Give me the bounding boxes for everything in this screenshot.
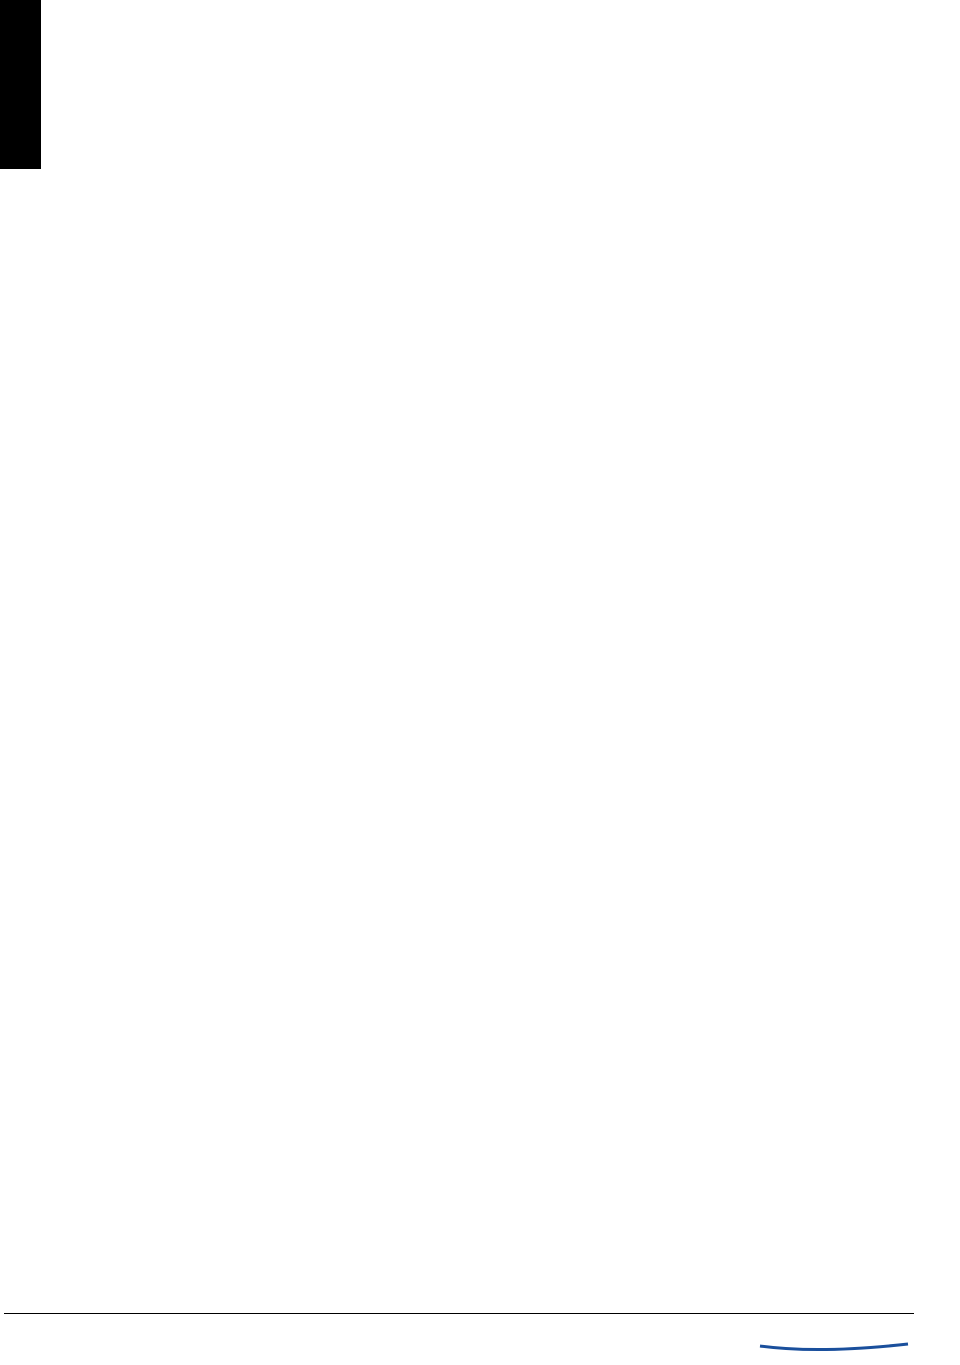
men-results [0, 1260, 960, 1282]
footer-divider [4, 1313, 914, 1314]
men-start [611, 1218, 621, 1233]
women-table-header [0, 592, 960, 616]
women-results [0, 670, 960, 882]
women-start [611, 628, 621, 643]
attempts-table [0, 172, 960, 392]
domtel-logo [758, 1320, 914, 1360]
top-results [0, 0, 960, 170]
place-column-band-dns [0, 106, 41, 169]
place-column-band [0, 0, 41, 106]
women-records [0, 490, 960, 586]
men-table-header [0, 1182, 960, 1206]
men-records [0, 1080, 960, 1176]
stopwatch-logo-icon [758, 1320, 914, 1360]
